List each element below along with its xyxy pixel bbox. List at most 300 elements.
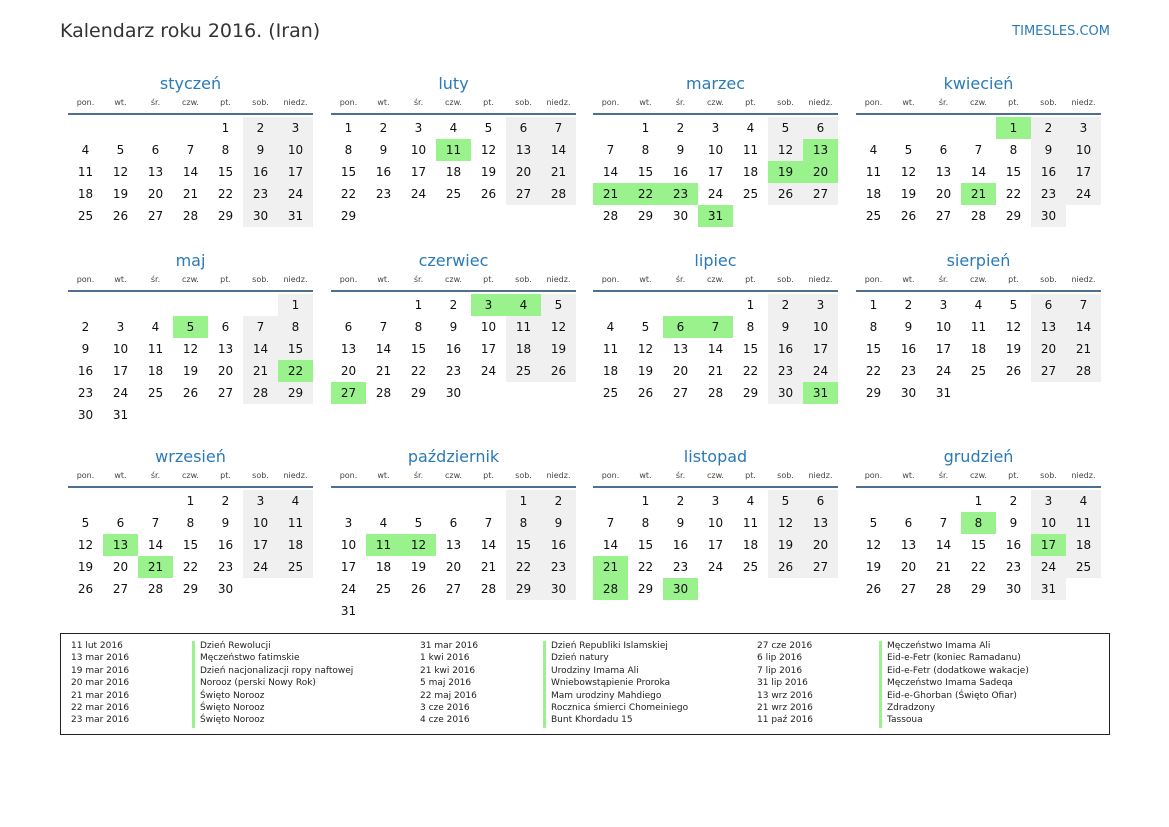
day-cell: 8 [278,316,313,338]
empty-cell [366,600,401,622]
day-cell: 1 [746,298,755,312]
day-cell: 4 [278,490,313,512]
day-cell: 7 [151,516,160,530]
weekday-label: śr. [938,275,949,284]
day-cell: 14 [243,338,278,360]
week-row [68,382,313,404]
empty-cell [1066,578,1101,600]
day-cell: 6 [116,516,125,530]
day-cell: 27 [112,582,129,596]
week-row [856,490,1101,512]
weekday-header [331,97,576,109]
day-cell: 27 [331,382,366,404]
day-cell: 13 [935,165,952,179]
weekday-label: śr. [675,275,686,284]
month-name: styczeń [159,74,222,93]
weekday-label: niedz. [283,98,308,107]
empty-cell [506,600,541,622]
weekday-label: pon. [601,98,620,107]
empty-cell [628,294,663,316]
day-cell: 21 [541,161,576,183]
empty-cell [996,382,1031,404]
day-cell: 25 [970,364,987,378]
day-cell: 11 [970,320,987,334]
page-title: Kalendarz roku 2016. (Iran) [60,20,321,42]
day-cell: 10 [410,143,427,157]
day-cell: 2 [904,298,913,312]
day-cell: 20 [217,364,234,378]
day-cell: 5 [869,516,878,530]
week-row [68,534,313,556]
month-3 [593,73,838,227]
day-cell: 1 [641,121,650,135]
weekday-label: wt. [639,98,652,107]
weekday-label: niedz. [1071,275,1096,284]
day-cell: 1 [344,121,353,135]
legend-marker [543,641,546,728]
day-cell: 7 [484,516,493,530]
empty-cell [856,490,891,512]
weekday-label: niedz. [546,98,571,107]
empty-cell [68,490,103,512]
month-name: marzec [685,74,745,93]
day-cell: 3 [711,121,720,135]
day-cell: 28 [182,209,199,223]
month-1 [68,73,313,227]
day-cell: 17 [340,560,357,574]
legend-date: 31 lip 2016 [757,678,808,689]
week-row [331,205,576,227]
week-row [856,382,1101,404]
legend-date: 3 cze 2016 [420,702,470,713]
empty-cell [803,578,838,600]
weekday-label: czw. [182,471,199,480]
day-cell: 23 [375,187,392,201]
weekday-label: wt. [377,275,390,284]
empty-cell [471,600,506,622]
day-cell: 12 [1005,320,1022,334]
site-link[interactable]: TIMESLES.COM [1012,24,1110,39]
day-cell: 28 [970,209,987,223]
day-cell: 17 [935,342,952,356]
day-cell: 28 [593,578,628,600]
week-row [331,139,576,161]
empty-cell [366,294,401,316]
weekday-label: wt. [377,98,390,107]
empty-cell [471,490,506,512]
day-cell: 11 [742,516,759,530]
empty-cell [471,205,506,227]
day-cell: 6 [344,320,353,334]
day-cell: 19 [480,165,497,179]
weekday-label: pt. [745,98,756,107]
weekday-header [68,470,313,482]
day-cell: 29 [970,582,987,596]
day-cell: 31 [803,382,838,404]
month-name: sierpień [946,251,1011,270]
day-cell: 20 [340,364,357,378]
week-row [593,556,838,578]
day-cell: 12 [112,165,129,179]
day-cell: 6 [151,143,160,157]
day-cell: 19 [768,161,803,183]
month-divider [856,486,1101,488]
month-5 [68,250,313,426]
empty-cell [173,117,208,139]
day-cell: 3 [116,320,125,334]
day-cell: 13 [340,342,357,356]
day-cell: 7 [698,316,733,338]
empty-cell [1031,382,1066,404]
month-2 [331,73,576,227]
day-cell: 27 [935,209,952,223]
day-cell: 24 [1066,183,1101,205]
day-cell: 4 [746,494,755,508]
day-cell: 23 [445,364,462,378]
day-cell: 27 [506,183,541,205]
weekday-label: czw. [707,471,724,480]
day-cell: 21 [961,183,996,205]
day-cell: 8 [961,512,996,534]
legend-date: 21 kwi 2016 [420,665,476,676]
legend-date: 13 wrz 2016 [757,690,813,701]
month-6 [331,250,576,404]
day-cell: 17 [1066,161,1101,183]
legend-holiday-name: Dzień Republiki Islamskiej [551,641,668,651]
week-row [856,512,1101,534]
day-cell: 27 [1031,360,1066,382]
legend-date: 27 cze 2016 [757,641,813,651]
day-cell: 9 [221,516,230,530]
day-cell: 10 [278,139,313,161]
legend-holiday-name: Norooz (perski Nowy Rok) [200,678,316,689]
empty-cell [541,382,576,404]
day-cell: 7 [606,143,615,157]
weekday-label: pt. [1008,98,1019,107]
day-cell: 11 [602,342,619,356]
weekday-label: pt. [483,471,494,480]
day-cell: 30 [1005,582,1022,596]
day-cell: 28 [243,382,278,404]
empty-cell [103,294,138,316]
empty-cell [891,490,926,512]
week-row [331,316,576,338]
day-cell: 13 [217,342,234,356]
weekday-label: pon. [339,98,358,107]
empty-cell [436,600,471,622]
legend-holiday-name: Dzień natury [551,653,609,664]
empty-cell [138,404,173,426]
day-cell: 11 [436,139,471,161]
weekday-label: śr. [675,471,686,480]
day-cell: 8 [641,516,650,530]
day-cell: 25 [602,386,619,400]
day-cell: 23 [541,556,576,578]
month-12 [856,446,1101,600]
day-cell: 28 [935,582,952,596]
day-cell: 31 [340,604,357,618]
day-cell: 4 [506,294,541,316]
day-cell: 31 [698,205,733,227]
weekday-label: wt. [902,275,915,284]
day-cell: 17 [707,538,724,552]
weekday-label: śr. [938,98,949,107]
day-cell: 27 [900,582,917,596]
day-cell: 6 [663,316,698,338]
weekday-header [593,274,838,286]
day-cell: 25 [147,386,164,400]
week-row [68,404,313,426]
weekday-header [68,97,313,109]
legend-holiday-name: Tassoua [887,715,923,726]
month-4 [856,73,1101,227]
day-cell: 28 [707,386,724,400]
legend-date: 31 mar 2016 [420,641,479,651]
day-cell: 26 [112,209,129,223]
day-cell: 10 [340,538,357,552]
weekday-label: pt. [1008,471,1019,480]
week-row [68,512,313,534]
weekday-header [331,274,576,286]
weekday-label: czw. [707,275,724,284]
week-row [593,183,838,205]
day-cell: 15 [637,538,654,552]
month-divider [593,113,838,115]
day-cell: 21 [593,183,628,205]
day-cell: 30 [243,205,278,227]
weekday-label: pt. [1008,275,1019,284]
week-row [68,139,313,161]
day-cell: 12 [541,316,576,338]
weekday-label: wt. [377,471,390,480]
day-cell: 9 [449,320,458,334]
day-cell: 31 [278,205,313,227]
day-cell: 5 [173,316,208,338]
day-cell: 5 [641,320,650,334]
week-row [856,534,1101,556]
day-cell: 14 [182,165,199,179]
day-cell: 9 [676,143,685,157]
day-cell: 20 [1031,338,1066,360]
day-cell: 27 [445,582,462,596]
day-cell: 22 [217,187,234,201]
weekday-label: czw. [445,98,462,107]
day-cell: 13 [506,139,541,161]
day-cell: 25 [742,560,759,574]
day-cell: 14 [707,342,724,356]
day-cell: 24 [112,386,129,400]
day-cell: 17 [803,338,838,360]
weekday-label: niedz. [283,275,308,284]
day-cell: 29 [1005,209,1022,223]
legend-date: 11 paź 2016 [757,715,814,726]
weekday-label: niedz. [808,98,833,107]
day-cell: 22 [506,556,541,578]
day-cell: 20 [900,560,917,574]
day-cell: 15 [506,534,541,556]
week-row [331,117,576,139]
empty-cell [856,117,891,139]
day-cell: 19 [1005,342,1022,356]
day-cell: 10 [112,342,129,356]
day-cell: 3 [414,121,423,135]
day-cell: 13 [103,534,138,556]
day-cell: 24 [243,556,278,578]
day-cell: 8 [186,516,195,530]
week-row [856,556,1101,578]
day-cell: 14 [602,538,619,552]
day-cell: 15 [182,538,199,552]
empty-cell [926,490,961,512]
legend-date: 11 lut 2016 [71,641,123,651]
week-row [593,534,838,556]
week-row [593,117,838,139]
day-cell: 2 [379,121,388,135]
week-row [68,294,313,316]
day-cell: 11 [366,534,401,556]
day-cell: 6 [803,117,838,139]
day-cell: 28 [147,582,164,596]
day-cell: 20 [672,364,689,378]
day-cell: 18 [278,534,313,556]
empty-cell [278,404,313,426]
legend-holiday-name: Dzień nacjonalizacji ropy naftowej [200,665,354,676]
day-cell: 3 [278,117,313,139]
day-cell: 23 [900,364,917,378]
day-cell: 14 [480,538,497,552]
month-divider [331,113,576,115]
week-row [68,117,313,139]
legend-holiday-name: Urodziny Imama Ali [551,665,639,676]
day-cell: 2 [449,298,458,312]
weekday-label: sob. [777,471,794,480]
empty-cell [103,117,138,139]
day-cell: 18 [506,338,541,360]
weekday-label: pon. [864,471,883,480]
empty-cell [243,404,278,426]
legend-holiday-name: Rocznica śmierci Chomeiniego [551,702,689,713]
week-row [331,382,576,404]
day-cell: 23 [672,560,689,574]
day-cell: 28 [480,582,497,596]
day-cell: 16 [77,364,94,378]
week-row [593,338,838,360]
day-cell: 9 [1031,139,1066,161]
day-cell: 21 [243,360,278,382]
day-cell: 15 [278,338,313,360]
empty-cell [961,117,996,139]
weekday-label: pt. [220,471,231,480]
day-cell: 15 [217,165,234,179]
day-cell: 7 [606,516,615,530]
day-cell: 14 [602,165,619,179]
week-row [856,183,1101,205]
day-cell: 20 [803,161,838,183]
day-cell: 31 [1031,578,1066,600]
day-cell: 20 [506,161,541,183]
empty-cell [436,205,471,227]
weekday-label: wt. [114,275,127,284]
weekday-header [856,274,1101,286]
day-cell: 24 [340,582,357,596]
legend-date: 22 mar 2016 [71,702,130,713]
weekday-label: czw. [182,98,199,107]
legend-date: 21 mar 2016 [71,690,130,701]
day-cell: 2 [1031,117,1066,139]
day-cell: 26 [1005,364,1022,378]
empty-cell [331,294,366,316]
day-cell: 12 [768,512,803,534]
empty-cell [401,205,436,227]
weekday-header [331,470,576,482]
day-cell: 8 [221,143,230,157]
day-cell: 4 [81,143,90,157]
day-cell: 25 [375,582,392,596]
empty-cell [698,578,733,600]
day-cell: 24 [935,364,952,378]
day-cell: 1 [506,490,541,512]
weekday-label: sob. [252,471,269,480]
weekday-label: czw. [445,275,462,284]
week-row [593,578,838,600]
weekday-header [856,97,1101,109]
week-row [68,578,313,600]
month-name: grudzień [943,447,1014,466]
weekday-label: niedz. [1071,98,1096,107]
empty-cell [593,117,628,139]
day-cell: 19 [768,534,803,556]
week-row [331,360,576,382]
day-cell: 12 [77,538,94,552]
day-cell: 15 [340,165,357,179]
empty-cell [243,294,278,316]
weekday-label: niedz. [546,275,571,284]
day-cell: 24 [707,187,724,201]
day-cell: 9 [81,342,90,356]
empty-cell [471,382,506,404]
empty-cell [366,490,401,512]
weekday-label: sob. [777,98,794,107]
week-row [856,205,1101,227]
day-cell: 15 [970,538,987,552]
day-cell: 13 [445,538,462,552]
day-cell: 4 [1066,490,1101,512]
day-cell: 17 [112,364,129,378]
day-cell: 6 [803,490,838,512]
empty-cell [961,382,996,404]
day-cell: 4 [746,121,755,135]
month-divider [856,290,1101,292]
day-cell: 2 [676,121,685,135]
day-cell: 15 [1005,165,1022,179]
day-cell: 28 [541,183,576,205]
weekday-label: pt. [483,275,494,284]
empty-cell [663,294,698,316]
day-cell: 3 [1066,117,1101,139]
week-row [593,316,838,338]
day-cell: 30 [900,386,917,400]
weekday-label: wt. [902,471,915,480]
month-divider [593,290,838,292]
weekday-label: czw. [445,471,462,480]
legend-date: 22 maj 2016 [420,690,477,701]
day-cell: 4 [151,320,160,334]
empty-cell [506,205,541,227]
weekday-label: wt. [114,471,127,480]
weekday-label: pon. [339,471,358,480]
weekday-label: śr. [413,471,424,480]
day-cell: 1 [996,117,1031,139]
